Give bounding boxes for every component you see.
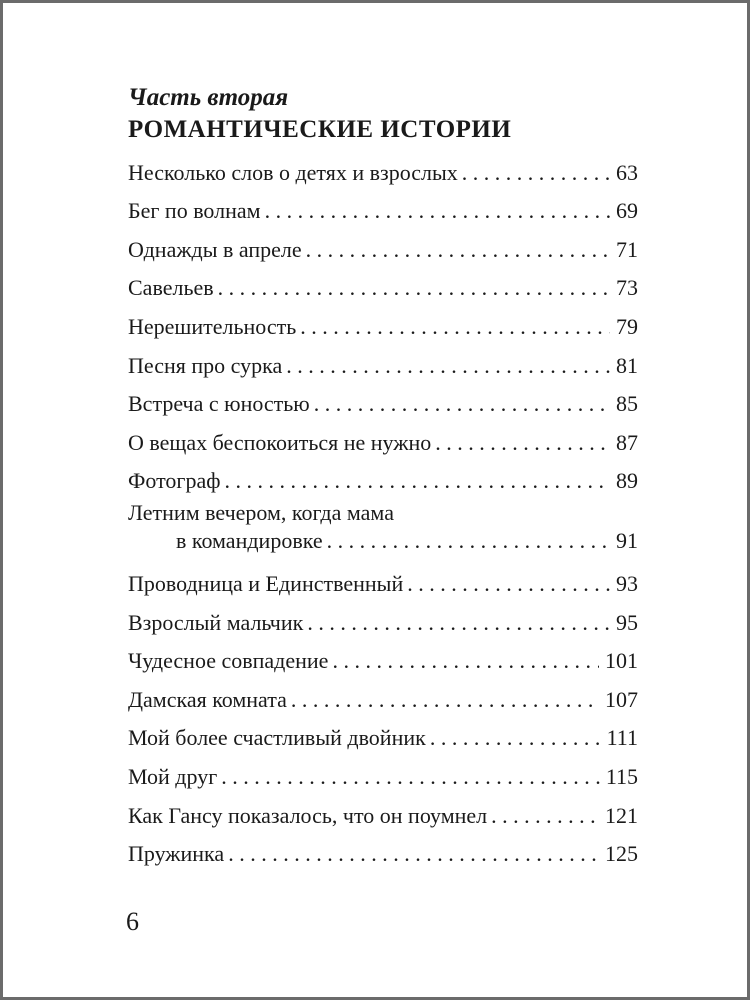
toc-entry[interactable]: [128, 601, 638, 640]
toc-entry[interactable]: [128, 755, 638, 794]
dot-leader: [491, 803, 599, 829]
toc-entry-page: 63: [616, 159, 638, 185]
toc-entry-title: Савельев: [128, 275, 214, 301]
dot-leader: [265, 198, 610, 224]
toc-entry-page: 71: [616, 236, 638, 262]
toc-entry[interactable]: [128, 717, 638, 756]
toc-entry-title: Пружинка: [128, 841, 225, 867]
toc-entry-title: Летним вечером, когда мама: [128, 500, 394, 526]
toc-entry[interactable]: [128, 562, 638, 601]
dot-leader: [218, 275, 610, 301]
dot-leader: [435, 430, 610, 456]
toc-entry[interactable]: [128, 421, 638, 460]
toc-entry-page: 125: [605, 841, 638, 867]
part-label: Часть вторая: [128, 84, 289, 111]
dot-leader: [327, 528, 610, 554]
toc-entry[interactable]: [128, 305, 638, 344]
toc-entry-title: Чудесное совпадение: [128, 648, 329, 674]
toc-entry-page: 101: [605, 648, 638, 674]
toc-entry-title-continued: в командировке: [176, 528, 323, 554]
toc-entry-title: Песня про сурка: [128, 352, 283, 378]
toc-list: [128, 151, 638, 871]
dot-leader: [228, 841, 599, 867]
toc-entry-page: 73: [616, 275, 638, 301]
dot-leader: [224, 468, 610, 494]
toc-entry[interactable]: [128, 383, 638, 422]
toc-entry[interactable]: [128, 498, 638, 562]
toc-entry-title: Мой друг: [128, 763, 218, 789]
dot-leader: [407, 571, 610, 597]
toc-entry[interactable]: [128, 833, 638, 872]
toc-entry-page: 115: [605, 763, 638, 789]
dot-leader: [307, 610, 610, 636]
toc-entry-title: Несколько слов о детях и взрослых: [128, 159, 458, 185]
toc-entry-page: 93: [616, 570, 638, 596]
toc-entry[interactable]: [128, 640, 638, 679]
toc-entry-title: Бег по волнам: [128, 198, 261, 224]
toc-entry-title: Мой более счастливый двойник: [128, 725, 426, 751]
toc-entry-page: 85: [616, 391, 638, 417]
toc-entry-page: 69: [616, 198, 638, 224]
toc-entry[interactable]: [128, 267, 638, 306]
toc-entry-page: 111: [606, 725, 638, 751]
toc-entry-page: 89: [616, 468, 638, 494]
dot-leader: [430, 725, 601, 751]
dot-leader: [291, 687, 599, 713]
dot-leader: [332, 648, 599, 674]
dot-leader: [300, 314, 610, 340]
toc-entry[interactable]: [128, 190, 638, 229]
toc-entry-page: 87: [616, 429, 638, 455]
toc-entry-page: 91: [616, 528, 638, 554]
toc-entry-title: Как Гансу показалось, что он поумнел: [128, 802, 488, 828]
toc-entry-page: 95: [616, 609, 638, 635]
toc-entry[interactable]: [128, 228, 638, 267]
toc-entry[interactable]: [128, 678, 638, 717]
toc-content: [128, 83, 638, 871]
toc-entry-page: 81: [616, 352, 638, 378]
toc-entry-page: 107: [605, 686, 638, 712]
toc-entry[interactable]: [128, 460, 638, 499]
toc-entry-title: Фотограф: [128, 468, 221, 494]
dot-leader: [314, 391, 610, 417]
toc-entry-title: Проводница и Единственный: [128, 570, 404, 596]
toc-entry[interactable]: [128, 344, 638, 383]
dot-leader: [221, 764, 600, 790]
dot-leader: [462, 160, 610, 186]
page-number: 6: [126, 907, 139, 936]
toc-entry-title: О вещах беспокоиться не нужно: [128, 429, 432, 455]
toc-entry-title: Встреча с юностью: [128, 391, 310, 417]
toc-entry-page: 79: [616, 313, 638, 339]
toc-entry-title: Взрослый мальчик: [128, 609, 304, 635]
toc-entry-continuation: [128, 528, 638, 554]
dot-leader: [286, 353, 610, 379]
toc-entry-title: Нерешительность: [128, 313, 297, 339]
toc-entry-title: Дамская комната: [128, 686, 287, 712]
part-title: РОМАНТИЧЕСКИЕ ИСТОРИИ: [128, 116, 512, 143]
toc-entry[interactable]: [128, 151, 638, 190]
toc-entry-page: 121: [605, 802, 638, 828]
toc-entry[interactable]: [128, 794, 638, 833]
dot-leader: [306, 237, 610, 263]
toc-entry-title: Однажды в апреле: [128, 236, 302, 262]
